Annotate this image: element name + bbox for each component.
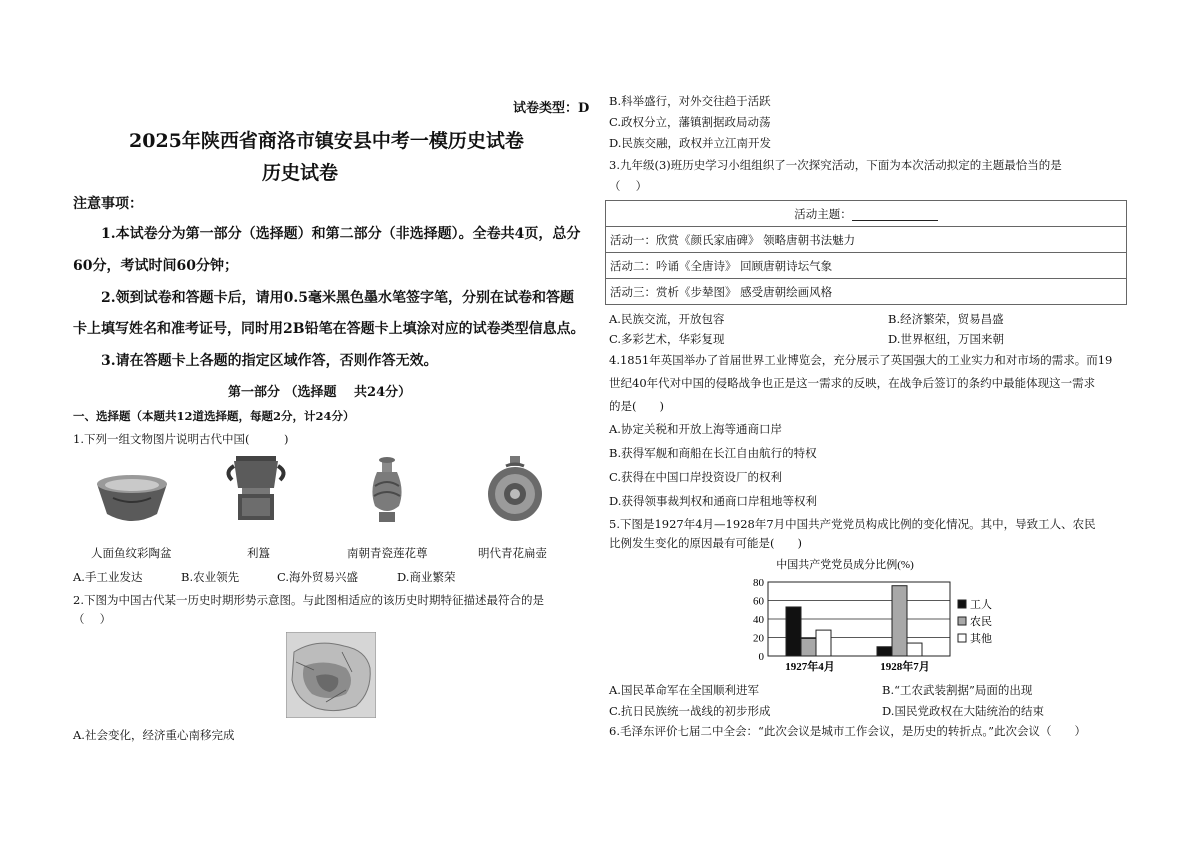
chart-legend-label: 其他 [970, 633, 992, 645]
q4-stem-3: 的是( ) [609, 399, 664, 413]
q1-caption-2: 利簋 [247, 546, 270, 560]
q5-option-c: C.抗日民族统一战线的初步形成 [609, 704, 771, 718]
notice-item-1-cont: 60分，考试时间60分钟； [73, 258, 238, 274]
q2-option-a: A.社会变化，经济重心南移完成 [73, 728, 235, 742]
chart-bar [877, 647, 892, 656]
q4-option-a: A.协定关税和开放上海等通商口岸 [609, 422, 782, 436]
q2-stem: 2.下图为中国古代某一历史时期形势示意图。与此图相适应的该历史时期特征描述最符合的是 [73, 593, 544, 607]
q2-option-d: D.民族交融，政权并立江南开发 [609, 136, 771, 150]
chart-y-tick-label: 0 [758, 651, 764, 663]
chart-y-tick-label: 40 [753, 614, 764, 626]
q5-option-d: D.国民党政权在大陆统治的结束 [882, 704, 1044, 718]
chart-bar [786, 607, 801, 656]
q1-option-b: B.农业领先 [181, 570, 240, 584]
q5-option-a: A.国民革命军在全国顺利进军 [609, 683, 759, 697]
q3-option-d: D.世界枢纽，万国来朝 [888, 332, 1004, 346]
notice-item-3: 3.请在答题卡上各题的指定区域作答，否则作答无效。 [101, 353, 438, 369]
chart-y-tick-label: 60 [753, 595, 764, 608]
blue-white-flask-image [484, 454, 546, 526]
page-title: 2025年陕西省商洛市镇安县中考一模历史试卷 [129, 130, 524, 152]
chart-bar [892, 586, 907, 656]
q3-option-b: B.经济繁荣，贸易昌盛 [888, 312, 1004, 326]
chart-x-tick-label: 1927年4月 [785, 661, 835, 673]
notice-item-2: 2.领到试卷和答题卡后，请用0.5毫米黑色墨水笔签字笔，分别在试卷和答题 [101, 290, 574, 306]
part1-heading: 第一部分 （选择题 共24分） [228, 385, 412, 400]
celadon-zun-image [367, 456, 407, 526]
q3-option-c: C.多彩艺术，华彩复现 [609, 332, 725, 346]
chart-legend-swatch [958, 617, 966, 625]
q1-caption-4: 明代青花扁壶 [478, 546, 547, 560]
chart-legend-swatch [958, 634, 966, 642]
notice-item-1: 1.本试卷分为第一部分（选择题）和第二部分（非选择题）。全卷共4页，总分 [101, 226, 581, 242]
chart-y-tick-label: 20 [753, 632, 764, 645]
notice-item-2-cont: 卡上填写姓名和准考证号，同时用2B铅笔在答题卡上填涂对应的试卷类型信息点。 [73, 321, 585, 337]
q2-option-b: B.科举盛行，对外交往趋于活跃 [609, 94, 771, 108]
q1-option-a: A.手工业发达 [73, 570, 143, 584]
q1-caption-1: 人面鱼纹彩陶盆 [91, 546, 172, 560]
party-composition-chart [740, 552, 1040, 676]
q3-theme-blank [852, 208, 938, 221]
q4-option-d: D.获得领事裁判权和通商口岸租地等权利 [609, 494, 817, 508]
q6-stem: 6.毛泽东评价七届二中全会：“此次会议是城市工作会议，是历史的转折点。”此次会议（ ） [609, 724, 1086, 738]
chart-bar [801, 638, 816, 656]
q2-paren: （ ） [73, 612, 112, 626]
q5-stem-1: 5.下图是1927年4月—1928年7月中国共产党党员构成比例的变化情况。其中，导致工人、农民 [609, 517, 1096, 531]
q3-theme-label: 活动主题： [794, 206, 852, 221]
section-heading: 一、选择题（本题共12道选择题，每题2分，计24分） [73, 409, 355, 423]
q1-option-d: D.商业繁荣 [397, 570, 456, 584]
q3-activity-table [605, 200, 1127, 305]
q1-stem: 1.下列一组文物图片说明古代中国( ) [73, 432, 289, 446]
chart-title: 中国共产党党员成分比例(%) [776, 559, 914, 571]
q1-option-c: C.海外贸易兴盛 [277, 570, 359, 584]
q4-stem-2: 世纪40年代对中国的侵略战争也正是这一需求的反映，在战争后签订的条约中最能体现这一需求 [609, 376, 1096, 390]
chart-legend-label: 农民 [970, 616, 992, 628]
q3-activity-2: 活动二：吟诵《全唐诗》 回顾唐朝诗坛气象 [606, 253, 1127, 279]
q4-option-c: C.获得在中国口岸投资设厂的权利 [609, 470, 783, 484]
q2-option-c: C.政权分立，藩镇割据政局动荡 [609, 115, 771, 129]
q3-stem: 3.九年级(3)班历史学习小组组织了一次探究活动，下面为本次活动拟定的主题最恰当的是 [609, 158, 1062, 172]
chart-legend [958, 598, 992, 645]
chart-legend-label: 工人 [970, 599, 992, 611]
chart-bar [816, 630, 831, 656]
chart-x-labels [785, 659, 930, 673]
chart-y-ticks [753, 577, 765, 663]
q3-option-a: A.民族交流，开放包容 [609, 312, 725, 326]
chart-y-tick-label: 80 [753, 577, 764, 589]
q3-theme-row [606, 201, 1127, 227]
q4-stem-1: 4.1851年英国举办了首届世界工业博览会，充分展示了英国强大的工业实力和对市场的需求。而19 [609, 353, 1113, 367]
page-subtitle: 历史试卷 [262, 162, 339, 184]
chart-bars [786, 586, 922, 656]
chart-x-tick-label: 1928年7月 [880, 661, 930, 673]
q5-stem-2: 比例发生变化的原因最有可能是( ) [609, 536, 802, 550]
paper-type: 试卷类型：D [513, 101, 590, 116]
bronze-gui-image [224, 452, 288, 524]
q4-option-b: B.获得军舰和商船在长江自由航行的特权 [609, 446, 817, 460]
q3-paren: （ ） [609, 179, 648, 193]
chart-bar [907, 643, 922, 656]
chart-legend-swatch [958, 600, 966, 608]
pottery-basin-image [93, 462, 171, 530]
q3-activity-1: 活动一：欣赏《颜氏家庙碑》 领略唐朝书法魅力 [606, 227, 1127, 253]
q3-activity-3: 活动三：赏析《步辇图》 感受唐朝绘画风格 [606, 279, 1127, 305]
notice-heading: 注意事项： [73, 196, 143, 212]
q1-caption-3: 南朝青瓷莲花尊 [347, 546, 428, 560]
historical-map-image [286, 632, 376, 718]
q5-option-b: B.“工农武装割据”局面的出现 [882, 683, 1033, 697]
